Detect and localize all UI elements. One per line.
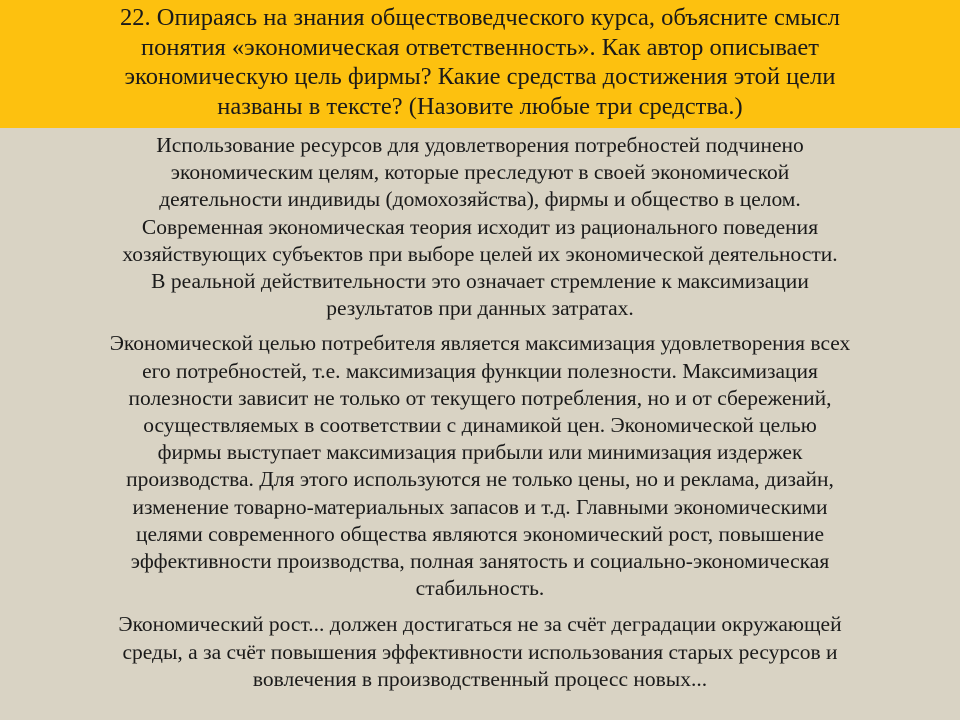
- text-line: осуществляемых в соответствии с динамикой цен. Экономической целью: [143, 413, 817, 438]
- text-line: В реальной действительности это означает стремление к максимизации: [151, 269, 809, 294]
- question-header: [0, 0, 960, 128]
- question-line: названы в тексте? (Назовите любые три средства.): [217, 92, 743, 120]
- paragraph-goals: [0, 330, 960, 602]
- paragraph-resources: [0, 132, 960, 322]
- source-text: [0, 132, 960, 693]
- text-line: целями современного общества являются экономический рост, повышение: [135, 521, 825, 546]
- text-line: Использование ресурсов для удовлетворения потребностей подчинено: [156, 133, 804, 157]
- question-line: 22. Опираясь на знания обществоведческого курса, объясните смысл: [120, 4, 840, 31]
- text-line: изменение товарно-материальных запасов и т.д. Главными экономическими: [132, 494, 828, 519]
- text-line: среды, а за счёт повышения эффективности использования старых ресурсов и: [122, 639, 838, 664]
- text-line: экономическим целям, которые преследуют в своей экономической: [170, 160, 790, 185]
- text-line: хозяйствующих субъектов при выборе целей их экономической деятельности.: [122, 241, 838, 266]
- text-line: стабильность.: [415, 576, 545, 601]
- question-line: понятия «экономическая ответственность». Как автор описывает: [140, 33, 820, 61]
- text-line: полезности зависит не только от текущего потребления, но и от сбережений,: [128, 385, 832, 410]
- text-line: Экономический рост... должен достигаться не за счёт деградации окружающей: [118, 612, 842, 637]
- text-line: вовлечения в производственный процесс новых...: [252, 666, 708, 691]
- text-line: деятельности индивиды (домохозяйства), фирмы и общество в целом.: [159, 187, 801, 212]
- text-line: эффективности производства, полная занятость и социально-экономическая: [130, 549, 830, 574]
- text-line: его потребностей, т.е. максимизация функции полезности. Максимизация: [142, 358, 818, 383]
- paragraph-growth: [0, 611, 960, 693]
- text-line: Современная экономическая теория исходит из рационального поведения: [141, 214, 819, 239]
- text-line: результатов при данных затратах.: [326, 296, 634, 321]
- question-line: экономическую цель фирмы? Какие средства достижения этой цели: [124, 63, 836, 90]
- text-line: производства. Для этого используются не только цены, но и реклама, дизайн,: [126, 467, 834, 492]
- question-title: [0, 0, 960, 121]
- text-line: Экономической целью потребителя является максимизация удовлетворения всех: [109, 331, 851, 356]
- text-line: фирмы выступает максимизация прибыли или минимизация издержек: [157, 440, 803, 465]
